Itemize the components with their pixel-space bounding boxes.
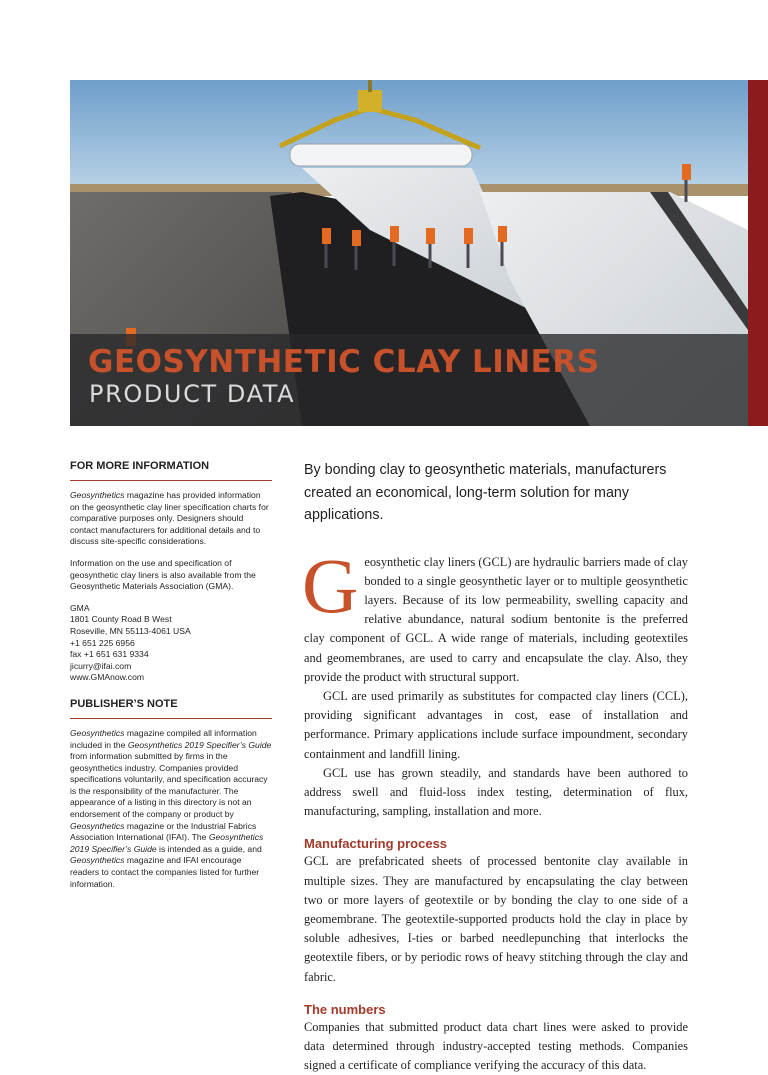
- paragraph-3: GCL use has grown steadily, and standards have been authored to address swell and fluid-loss index testing, determination of flux, manufacturing, sampling, installation and more.: [304, 764, 688, 822]
- publisher-paragraph: Geosynthetics magazine compiled all information included in the Geosynthetics 2019 Specifier’s Guide from information submitted by firms in the geosynthetics industry. Companies provided specifications voluntarily, and specification accuracy is the responsibility of the manufacturer. The appearance of a listing in this directory is not an endorsement of the company or product by Geosynthetics magazine or the Industrial Fabrics Association International (IFAI). The Geosynthetics 2019 Specifier’s Guide is intended as a guide, and Geosynthetics magazine and IFAI encourage readers to contact the companies listed for further information.: [70, 728, 272, 890]
- contact-fax: fax +1 651 631 9334: [70, 649, 272, 661]
- contact-block: [70, 603, 272, 684]
- gma-paragraph: Information on the use and specification of geosynthetic clay liners is also available from the Geosynthetic Materials Association (GMA).: [70, 558, 272, 593]
- sidebar: [70, 460, 272, 900]
- intro-deck: By bonding clay to geosynthetic materials, manufacturers created an economical, long-term solution for many applications.: [304, 459, 688, 527]
- contact-name: GMA: [70, 603, 272, 615]
- section-heading-numbers: The numbers: [304, 1002, 688, 1018]
- contact-street: 1801 County Road B West: [70, 614, 272, 626]
- accent-bar: [748, 80, 768, 426]
- more-info-heading: FOR MORE INFORMATION: [70, 460, 272, 481]
- publisher-heading: PUBLISHER’S NOTE: [70, 698, 272, 719]
- contact-phone: +1 651 225 6956: [70, 638, 272, 650]
- main-article: [304, 459, 688, 1075]
- contact-city: Roseville, MN 55113-4061 USA: [70, 626, 272, 638]
- article-body: [304, 553, 688, 1075]
- paragraph-2: GCL are used primarily as substitutes for compacted clay liners (CCL), providing significant advantages in cost, ease of installation and performance. Primary applications include surface impoundment, secondary containment and landfill lining.: [304, 687, 688, 764]
- drop-cap: G: [302, 555, 358, 617]
- lifting-crane: [358, 90, 382, 112]
- paragraph-4: GCL are prefabricated sheets of processed bentonite clay available in multiple sizes. They are manufactured by encapsulating the clay between two or more layers of geotextile or by bonding the clay to one side of a geomembrane. The geotextile-supported products hold the clay in place by soluble adhesives, I-ties or barbed needlepunching that interlocks the geotextile fibers, or by periodic rows of heavy stitching through the clay and fabric.: [304, 852, 688, 986]
- paragraph-1: Geosynthetic clay liners (GCL) are hydraulic barriers made of clay bonded to a single geosynthetic layer or to multiple geosynthetic layers. Because of its low permeability, swelling capacity and relative abundance, natural sodium bentonite is the preferred clay component of GCL. A wide range of materials, including geotextiles and geomembranes, are used to carry and encapsulate the clay. Also, they provide the product with structural support.: [304, 553, 688, 687]
- paragraph-5: Companies that submitted product data chart lines were asked to provide data determined through industry-accepted testing methods. Companies signed a certificate of compliance verifying the accuracy of this data.: [304, 1018, 688, 1075]
- section-heading-manufacturing: Manufacturing process: [304, 836, 688, 852]
- gcl-roll: [290, 144, 472, 166]
- page-title: GEOSYNTHETIC CLAY LINERS: [88, 344, 600, 380]
- more-info-paragraph: Geosynthetics magazine has provided information on the geosynthetic clay liner specification charts for comparative purposes only. Designers should contact manufacturers for additional details and to discuss site-specific considerations.: [70, 490, 272, 548]
- contact-email[interactable]: jicurry@ifai.com: [70, 661, 272, 673]
- contact-website[interactable]: www.GMAnow.com: [70, 672, 272, 684]
- page-subtitle: PRODUCT DATA: [89, 380, 295, 408]
